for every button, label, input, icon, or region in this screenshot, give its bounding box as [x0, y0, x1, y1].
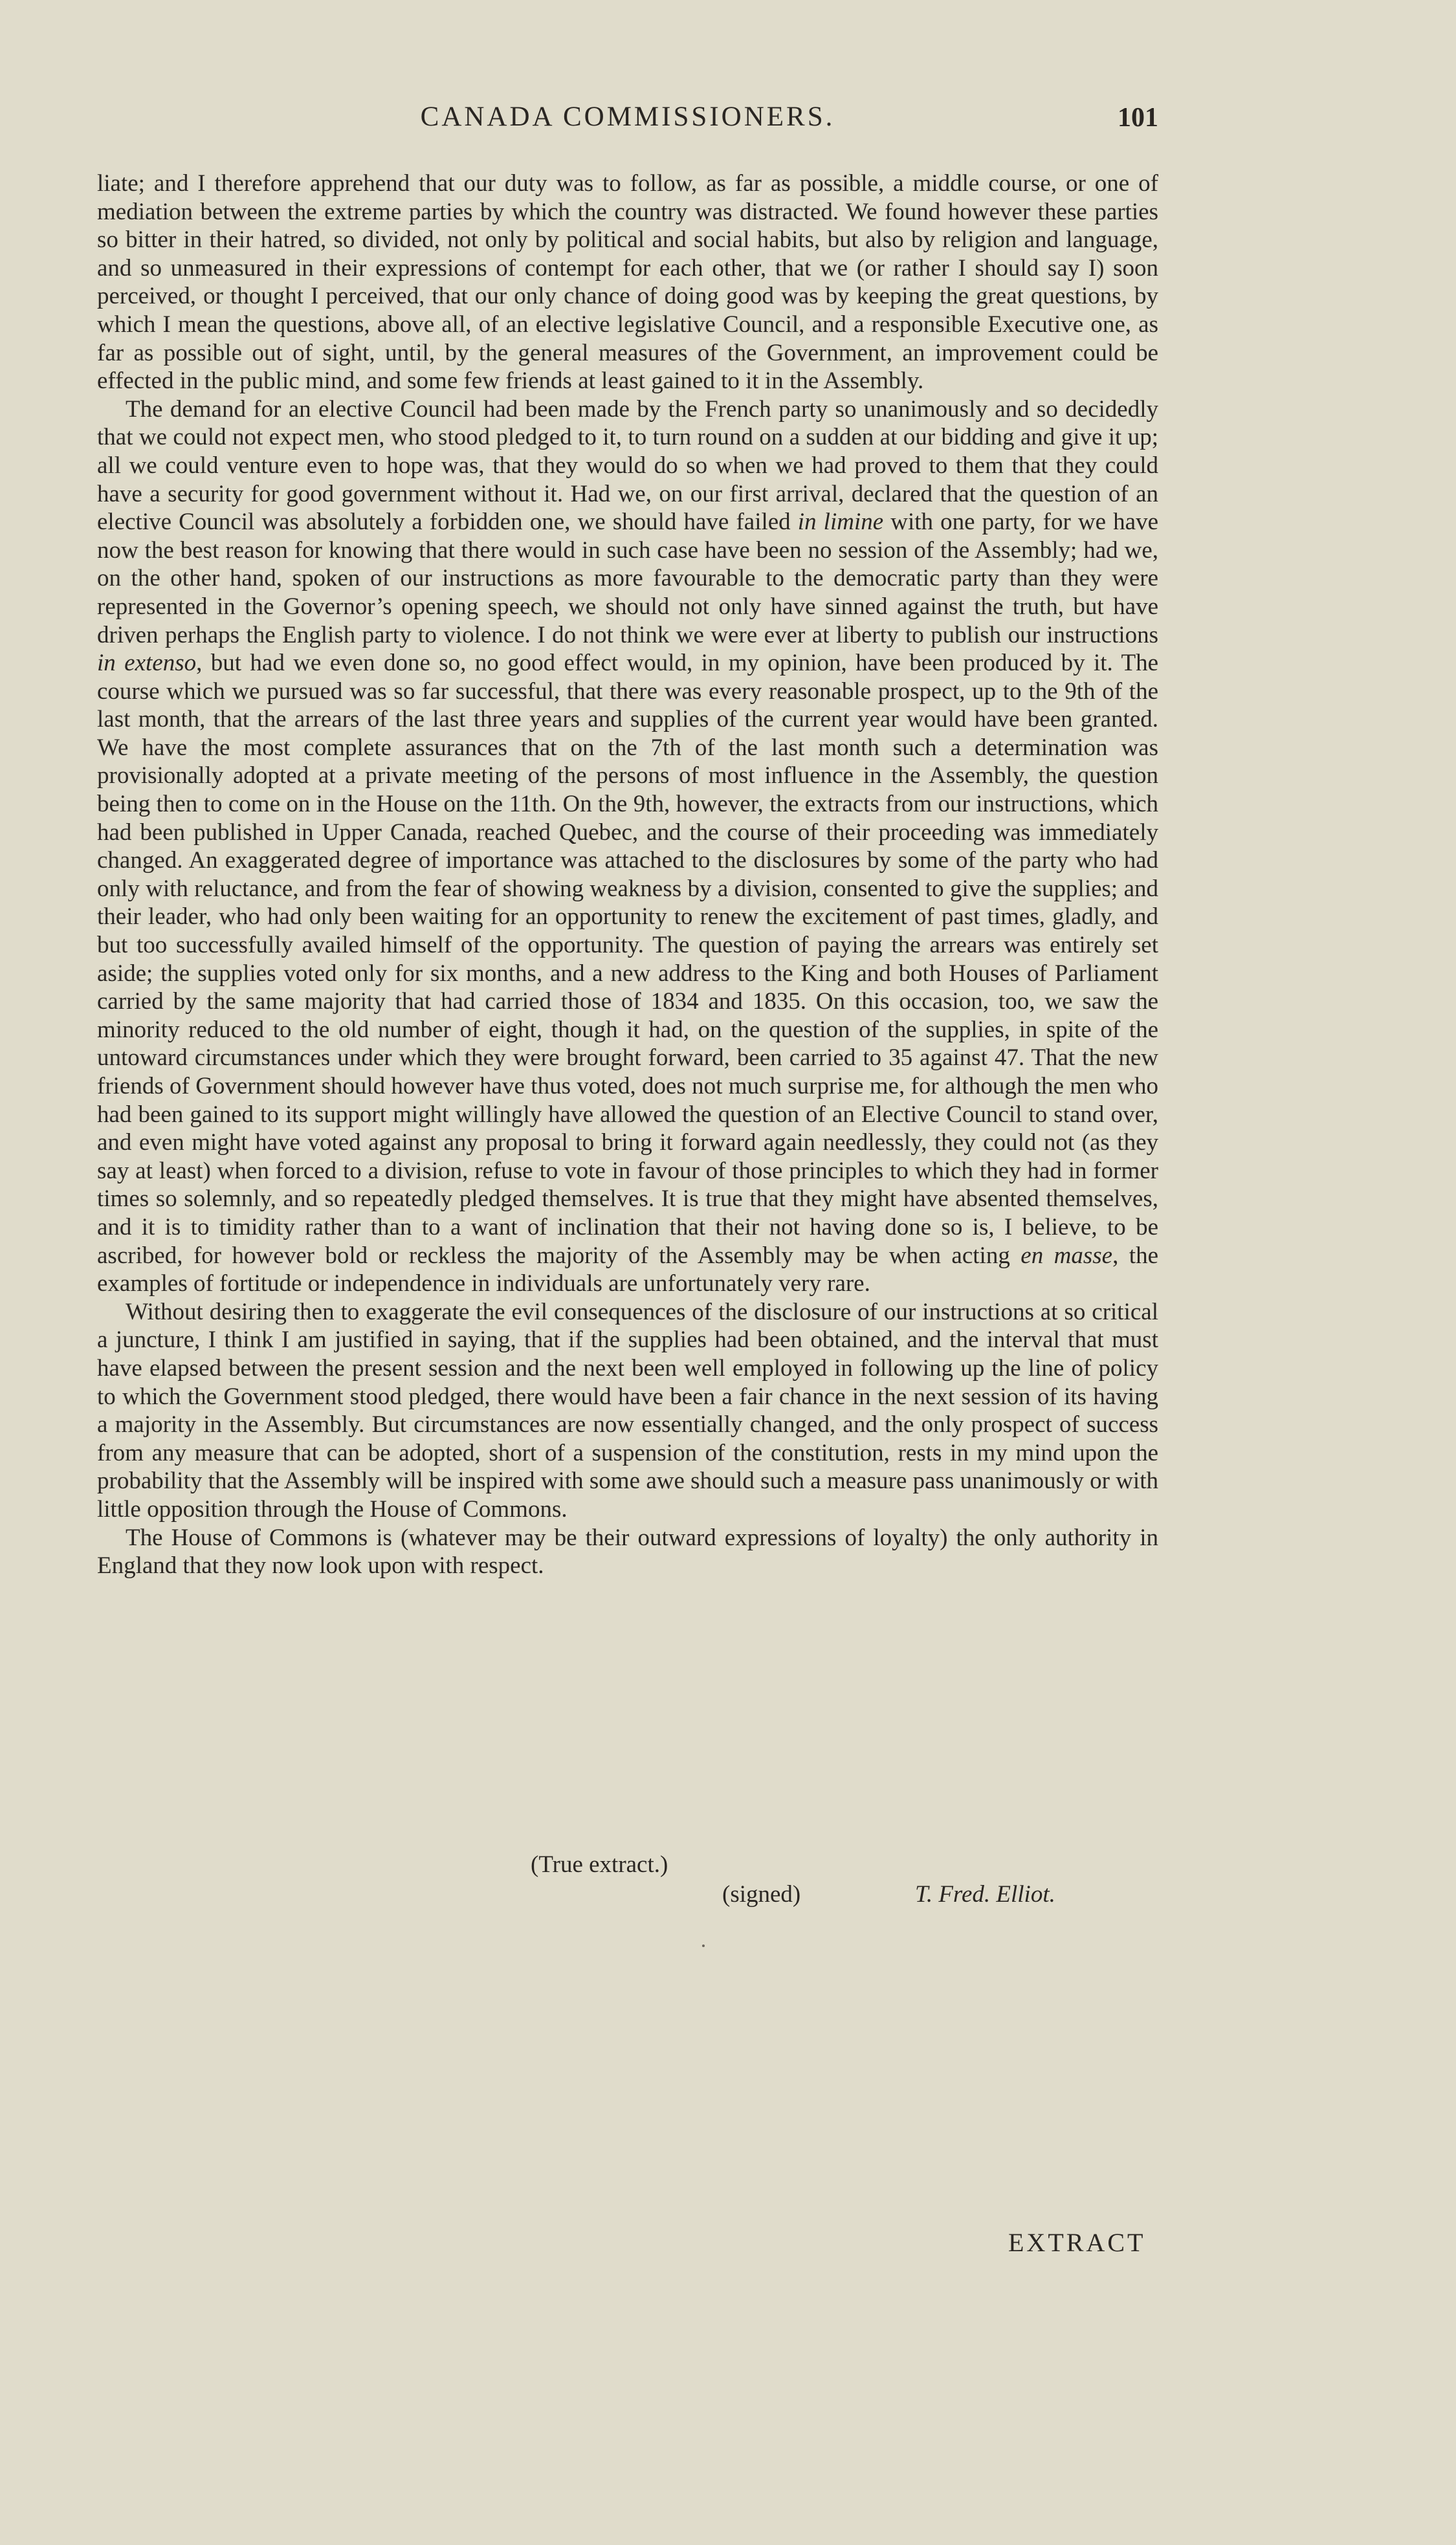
running-head: CANADA COMMISSIONERS. — [420, 102, 835, 132]
paragraph-text: with one party, for we have now the best reason for knowing that there would in such case have been no session of the Assembly; had we, on the other hand, spoken of our instructions as more favourable to the democratic party than they were represented in the Governor’s opening speech, we should not only have sinned against the truth, but have driven perhaps the English party to violence. I do not think we were ever at liberty to publish our instructions — [97, 509, 1158, 648]
catchword: EXTRACT — [1008, 2228, 1146, 2257]
page-header — [97, 97, 1158, 142]
paragraph: The House of Commons is (whatever may be their outward expressions of loyalty) the only authority in England that they now look upon with respect. — [97, 1524, 1158, 1580]
signed-note: (signed) — [722, 1881, 801, 1908]
paragraph — [97, 395, 1158, 1298]
body-text — [97, 170, 1158, 1580]
true-extract-note: (True extract.) — [531, 1851, 668, 1878]
paragraph-text: , the examples of fortitude or independence in individuals are unfortunately very rare. — [97, 1242, 1158, 1297]
paragraph-continued: liate; and I therefore apprehend that our duty was to follow, as far as possible, a middle course, or one of mediation between the extreme parties by which the country was distracted. We found however these parties so bitter in their hatred, so divided, not only by political and social habits, but also by religion and language, and so unmeasured in their expressions of contempt for each other, that we (or rather I should say I) soon perceived, or thought I perceived, that our only chance of doing good was by keeping the great questions, by which I mean the questions, above all, of an elective legislative Council, and a responsible Executive one, as far as possible out of sight, until, by the general measures of the Government, an improvement could be effected in the public mind, and some few friends at least gained to it in the Assembly. — [97, 170, 1158, 395]
paragraph-text: The demand for an elective Council had been made by the French party so unanimously and so decidedly that we could not expect men, who stood pledged to it, to turn round on a sudden at our bidding and give it up; all we could venture even to hope was, that they would do so when we had proved to them that they could have a security for good government without it. Had we, on our first arrival, declared that the question of an elective Council was absolutely a forbidden one, we should have failed — [97, 395, 1158, 536]
italic-phrase: in limine — [797, 509, 884, 536]
italic-phrase: in extenso — [97, 650, 197, 677]
paragraph-text: , but had we even done so, no good effect would, in my opinion, have been produced by it. The course which we pursued was so far successful, that there was every reasonable prospect, up to the 9th of the last month, that the arrears of the last three years and supplies of the current year would have been granted. We have the most complete assurances that on the 7th of the last month such a determination was provisionally adopted at a private meeting of the persons of most influence in the Assembly, the question being then to come on in the House on the 11th. On the 9th, however, the extracts from our instructions, which had been published in Upper Canada, reached Quebec, and the course of their proceeding was immediately changed. An exaggerated degree of importance was attached to the disclosures by some of the party who had only with reluctance, and from the fear of showing weakness by a division, consented to give the supplies; and their leader, who had only been waiting for an opportunity to renew the excitement of past times, gladly, and but too successfully availed himself of the opportunity. The question of paying the arrears was entirely set aside; the supplies voted only for six months, and a new address to the King and both Houses of Parliament carried by the same majority that had carried those of 1834 and 1835. On this occasion, too, we saw the minority reduced to the old number of eight, though it had, on the question of the supplies, in spite of the untoward circumstances under which they were brought forward, been carried to 35 against 47. That the new friends of Government should however have thus voted, does not much surprise me, for although the men who had been gained to its support might willingly have allowed the question of an Elective Council to stand over, and even might have voted against any proposal to bring it forward again needlessly, they could not (as they say at least) when forced to a division, refuse to vote in favour of those principles to which they had in former times so solemnly, and so repeatedly pledged themselves. It is true that they might have absented themselves, and it is to timidity rather than to a want of inclination that their not having done so is, I believe, to be ascribed, for however bold or reckless the majority of the Assembly may be when acting — [97, 650, 1158, 1269]
signature: T. Fred. Elliot. — [915, 1881, 1055, 1908]
italic-phrase: en masse — [1020, 1242, 1113, 1269]
page-number: 101 — [1118, 103, 1158, 133]
attribution — [97, 1851, 1158, 1928]
paragraph: Without desiring then to exaggerate the evil consequences of the disclosure of our instructions at so critical a juncture, I think I am justified in saying, that if the supplies had been obtained, and the interval that must have elapsed between the present session and the next been well employed in following up the line of policy to which the Government stood pledged, there would have been a fair chance in the next session of its having a majority in the Assembly. But circumstances are now essentially changed, and the only prospect of success from any measure that can be adopted, short of a suspension of the constitution, rests in my mind upon the probability that the Assembly will be inspired with some awe should such a measure pass unanimously or with little opposition through the House of Commons. — [97, 1298, 1158, 1523]
paper-speck — [702, 1945, 705, 1947]
